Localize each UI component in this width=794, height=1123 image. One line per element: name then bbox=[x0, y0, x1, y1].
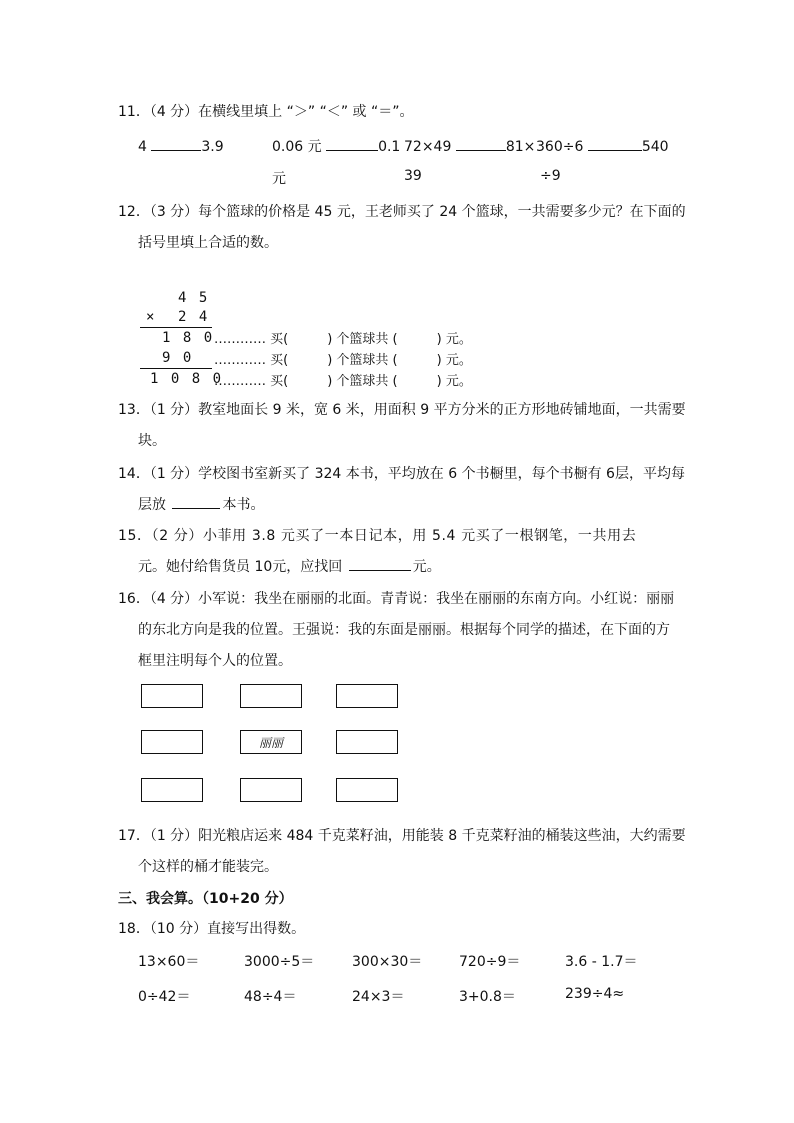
q18-r2-c2: 48÷4＝ bbox=[244, 989, 297, 1005]
q11-item-2 bbox=[272, 136, 400, 156]
q12-mult-sign: × bbox=[146, 309, 157, 325]
q12-rule-2 bbox=[140, 368, 212, 369]
q11-item-4-left: 360÷6 bbox=[536, 139, 584, 155]
q16-line3: 框里注明每个人的位置。 bbox=[138, 653, 292, 669]
position-box-w[interactable] bbox=[141, 730, 203, 754]
q12-line1: 12．（3 分）每个篮球的价格是 45 元，王老师买了 24 个篮球，一共需要多少元？在下面的 bbox=[118, 204, 686, 220]
q12-partial-1: 1 8 0 bbox=[162, 330, 215, 346]
q11-item-1-left: 4 bbox=[138, 139, 147, 155]
q14-blank[interactable] bbox=[172, 494, 220, 509]
q15-line2-prefix: 元。她付给售货员 10元，应找回 bbox=[138, 559, 343, 575]
q11-item-4-right: 540 bbox=[641, 139, 669, 155]
q11-item-2-left: 0.06 元 bbox=[272, 139, 322, 155]
q11-item-3-right: 81× bbox=[505, 139, 536, 155]
q12-row-3-text: ………… 买( ) 个篮球共 ( ) 元。 bbox=[214, 374, 472, 389]
q12-line2: 括号里填上合适的数。 bbox=[138, 235, 278, 251]
position-box-sw[interactable] bbox=[141, 778, 203, 802]
q11-wrap-3: ÷9 bbox=[540, 168, 561, 184]
q11-item-4 bbox=[536, 136, 669, 155]
q11-stem: 11．（4 分）在横线里填上 “＞” “＜” 或 “＝”。 bbox=[118, 104, 414, 120]
q18-r2-c4: 3+0.8＝ bbox=[459, 989, 516, 1005]
q11-item-1 bbox=[138, 136, 224, 155]
q18-r2-c5: 239÷4≈ bbox=[565, 986, 625, 1002]
q17-line1: 17．（1 分）阳光粮店运来 484 千克菜籽油，用能装 8 千克菜籽油的桶装这些油，大约需要 bbox=[118, 828, 686, 844]
q18-r1-c1: 13×60＝ bbox=[138, 954, 200, 970]
q18-r1-c2: 3000÷5＝ bbox=[244, 954, 315, 970]
q11-item-3-left: 72×49 bbox=[404, 139, 452, 155]
q11-wrap-2: 39 bbox=[404, 168, 422, 184]
center-label: 丽丽 bbox=[258, 735, 283, 750]
position-box-nw[interactable] bbox=[141, 684, 203, 708]
q18-stem: 18．（10 分）直接写出得数。 bbox=[118, 921, 306, 937]
q11-item-2-right: 0.1 bbox=[378, 139, 401, 155]
q11-blank-3[interactable] bbox=[456, 136, 506, 151]
q16-line2: 的东北方向是我的位置。王强说：我的东面是丽丽。根据每个同学的描述，在下面的方 bbox=[138, 622, 670, 638]
q14-line2-suffix: 本书。 bbox=[222, 497, 265, 513]
q15-line1: 15．（2 分）小菲用 3.8 元买了一本日记本，用 5.4 元买了一根钢笔，一共用去 bbox=[118, 528, 637, 544]
q18-r1-c4: 720÷9＝ bbox=[459, 954, 521, 970]
q12-product: 1 0 8 0 bbox=[150, 371, 224, 387]
q12-partial-2: 9 0 bbox=[162, 350, 194, 366]
q17-line2: 个这样的桶才能装完。 bbox=[138, 859, 278, 875]
q16-line1: 16．（4 分）小军说：我坐在丽丽的北面。青青说：我坐在丽丽的东南方向。小红说：丽丽 bbox=[118, 591, 675, 607]
q18-r2-c3: 24×3＝ bbox=[352, 989, 405, 1005]
q12-mult-second: 2 4 bbox=[178, 309, 210, 325]
q11-item-1-right: 3.9 bbox=[201, 139, 224, 155]
q11-blank-4[interactable] bbox=[588, 136, 642, 151]
q18-r2-c1: 0÷42＝ bbox=[138, 989, 191, 1005]
position-box-n[interactable] bbox=[240, 684, 302, 708]
q12-row-1-text: ………… 买( ) 个篮球共 ( ) 元。 bbox=[214, 332, 472, 347]
q12-rule-1 bbox=[140, 327, 212, 328]
q11-wrap-1: 元 bbox=[272, 171, 286, 187]
q15-line2-suffix: 元。 bbox=[412, 559, 441, 575]
q15-blank[interactable] bbox=[349, 556, 411, 571]
position-box-ne[interactable] bbox=[336, 684, 398, 708]
section-3-heading: 三、我会算。（10+20 分） bbox=[118, 891, 293, 907]
q13-line1: 13．（1 分）教室地面长 9 米，宽 6 米，用面积 9 平方分米的正方形地砖铺地面，一共需要 bbox=[118, 402, 686, 418]
position-box-center bbox=[240, 730, 302, 754]
q11-blank-2[interactable] bbox=[326, 136, 378, 151]
q15-line2 bbox=[138, 556, 441, 576]
position-box-s[interactable] bbox=[240, 778, 302, 802]
q18-r1-c5: 3.6 - 1.7＝ bbox=[565, 954, 638, 970]
q12-mult-top: 4 5 bbox=[178, 290, 210, 306]
q13-line2: 块。 bbox=[138, 433, 166, 449]
q11-blank-1[interactable] bbox=[151, 136, 201, 151]
q14-line1: 14．（1 分）学校图书室新买了 324 本书，平均放在 6 个书橱里，每个书橱有 6层，平均每 bbox=[118, 466, 685, 482]
q18-r1-c3: 300×30＝ bbox=[352, 954, 423, 970]
q11-item-3 bbox=[404, 136, 535, 155]
position-box-e[interactable] bbox=[336, 730, 398, 754]
q14-line2 bbox=[138, 494, 264, 514]
q12-row-2-text: ………… 买( ) 个篮球共 ( ) 元。 bbox=[214, 353, 472, 368]
position-box-se[interactable] bbox=[336, 778, 398, 802]
q14-line2-prefix: 层放 bbox=[138, 497, 166, 513]
